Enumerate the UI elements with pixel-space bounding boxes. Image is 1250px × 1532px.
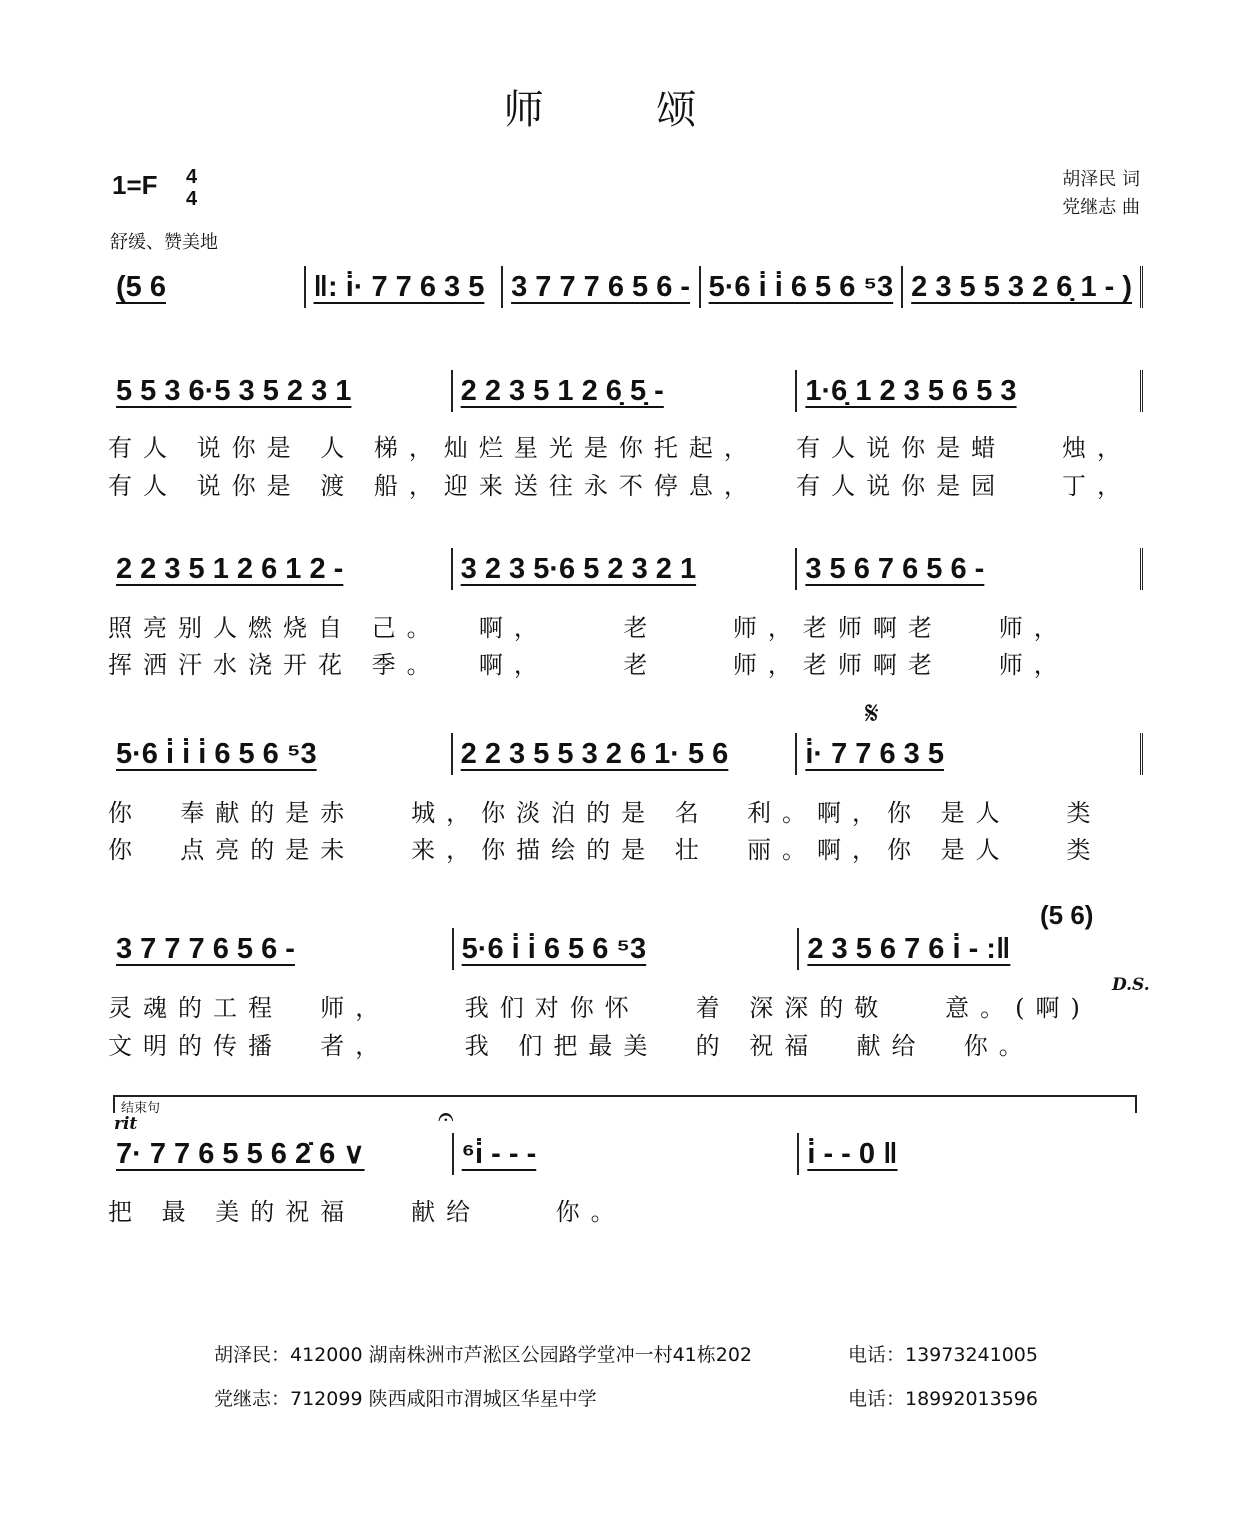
measure: ⁶i̇ - - -: [454, 1133, 800, 1175]
measure: 3 7 7 7 6 5 6 -: [503, 266, 701, 308]
lyric-line: 灵魂的工程 师， 我们对你怀 着 深深的敬 意。(啊): [108, 994, 1091, 1022]
measure: 1·6̣ 1 2 3 5 6 5 3: [797, 370, 1143, 412]
measure: 2 3 5 6 7 6 i̇ - :‖: [807, 933, 1011, 965]
footer-phone-2: 电话：18992013596: [848, 1388, 1038, 1410]
footer-phone-1: 电话：13973241005: [848, 1344, 1038, 1366]
measure: i̇· 7 7 6 3 5: [797, 733, 1143, 775]
measure: 2 2 3 5 1 2 6 1 2 -: [108, 548, 453, 590]
notation-row: [108, 1133, 1143, 1175]
time-signature: [186, 166, 197, 210]
measure: 7· 7 7 6 5 5 6 2̇ 6 ∨: [108, 1133, 454, 1175]
measure: 2 2 3 5 5 3 2 6 1· 5 6: [453, 733, 798, 775]
segno-sign: 𝄋: [865, 695, 879, 731]
composer: 党继志 曲: [1062, 197, 1140, 218]
key-signature: 1=F: [112, 170, 158, 200]
measure: 5 5 3 6·5 3 5 2 3 1: [108, 370, 453, 412]
credits: [1062, 166, 1140, 222]
footer-address-2: 党继志：712099 陕西咸阳市渭城区华星中学: [214, 1388, 597, 1410]
ending-label: 结束句: [121, 1101, 161, 1116]
measure: ‖: i̇· 7 7 6 3 5: [306, 266, 504, 308]
lyricist: 胡泽民 词: [1062, 169, 1140, 190]
ending-bracket: [113, 1095, 1137, 1116]
time-bottom: 4: [186, 188, 198, 210]
footer-address-1: 胡泽民：412000 湖南株洲市芦淞区公园路学堂冲一村41栋202: [214, 1344, 753, 1366]
measure: i̇ - - 0 ‖: [807, 1138, 898, 1170]
measure: 5·6 i̇ i̇ i̇ 6 5 6 ⁵3: [108, 733, 453, 775]
measure: 2 3 5 5 3 2 6̣ 1 - ): [903, 266, 1143, 308]
notation-row: [108, 733, 1143, 775]
lyric-line: 有人 说你是 渡 船，迎来送往永不停息， 有人说你是园 丁，: [108, 472, 1133, 500]
lyric-line: 挥洒汗水浇开花 季。 啊， 老 师，老师啊老 师，: [108, 651, 1069, 679]
measure: 2 2 3 5 1 2 6̣ 5̣ -: [453, 370, 798, 412]
lyric-line: 文明的传播 者， 我 们把最美 的 祝福 献给 你。: [108, 1032, 1034, 1060]
notation-row: [108, 928, 1143, 970]
lyric-line: 你 点亮的是未 来，你描绘的是 壮 丽。啊，你 是人 类: [108, 836, 1102, 864]
ds-marking: D.S.: [1112, 975, 1150, 995]
notation-row: [108, 548, 1143, 590]
song-title: 师 颂: [503, 87, 747, 133]
measure: 5·6 i̇ i̇ 6 5 6 ⁵3: [454, 928, 800, 970]
time-top: 4: [186, 166, 198, 188]
measure: 3 7 7 7 6 5 6 -: [108, 928, 454, 970]
tempo-marking: 舒缓、赞美地: [110, 232, 218, 253]
rit-marking: rit: [114, 1114, 138, 1134]
measure: 3 2 3 5·6 5 2 3 2 1: [453, 548, 798, 590]
measure: (5 6: [108, 266, 306, 308]
measure: 5·6 i̇ i̇ 6 5 6 ⁵3: [701, 266, 904, 308]
lyric-line: 把 最 美的祝福 献给 你。: [108, 1198, 626, 1226]
fermata-icon: 𝄐: [438, 1100, 454, 1133]
lyric-line: 你 奉献的是赤 城，你淡泊的是 名 利。啊，你 是人 类: [108, 799, 1102, 827]
measure: 3 5 6 7 6 5 6 -: [797, 548, 1143, 590]
lyric-line: 有人 说你是 人 梯，灿烂星光是你托起， 有人说你是蜡 烛，: [108, 434, 1133, 462]
pickup-notes: (5 6): [1040, 900, 1094, 930]
notation-row: [108, 266, 1143, 308]
lyric-line: 照亮别人燃烧自 己。 啊， 老 师，老师啊老 师，: [108, 614, 1069, 642]
notation-row: [108, 370, 1143, 412]
